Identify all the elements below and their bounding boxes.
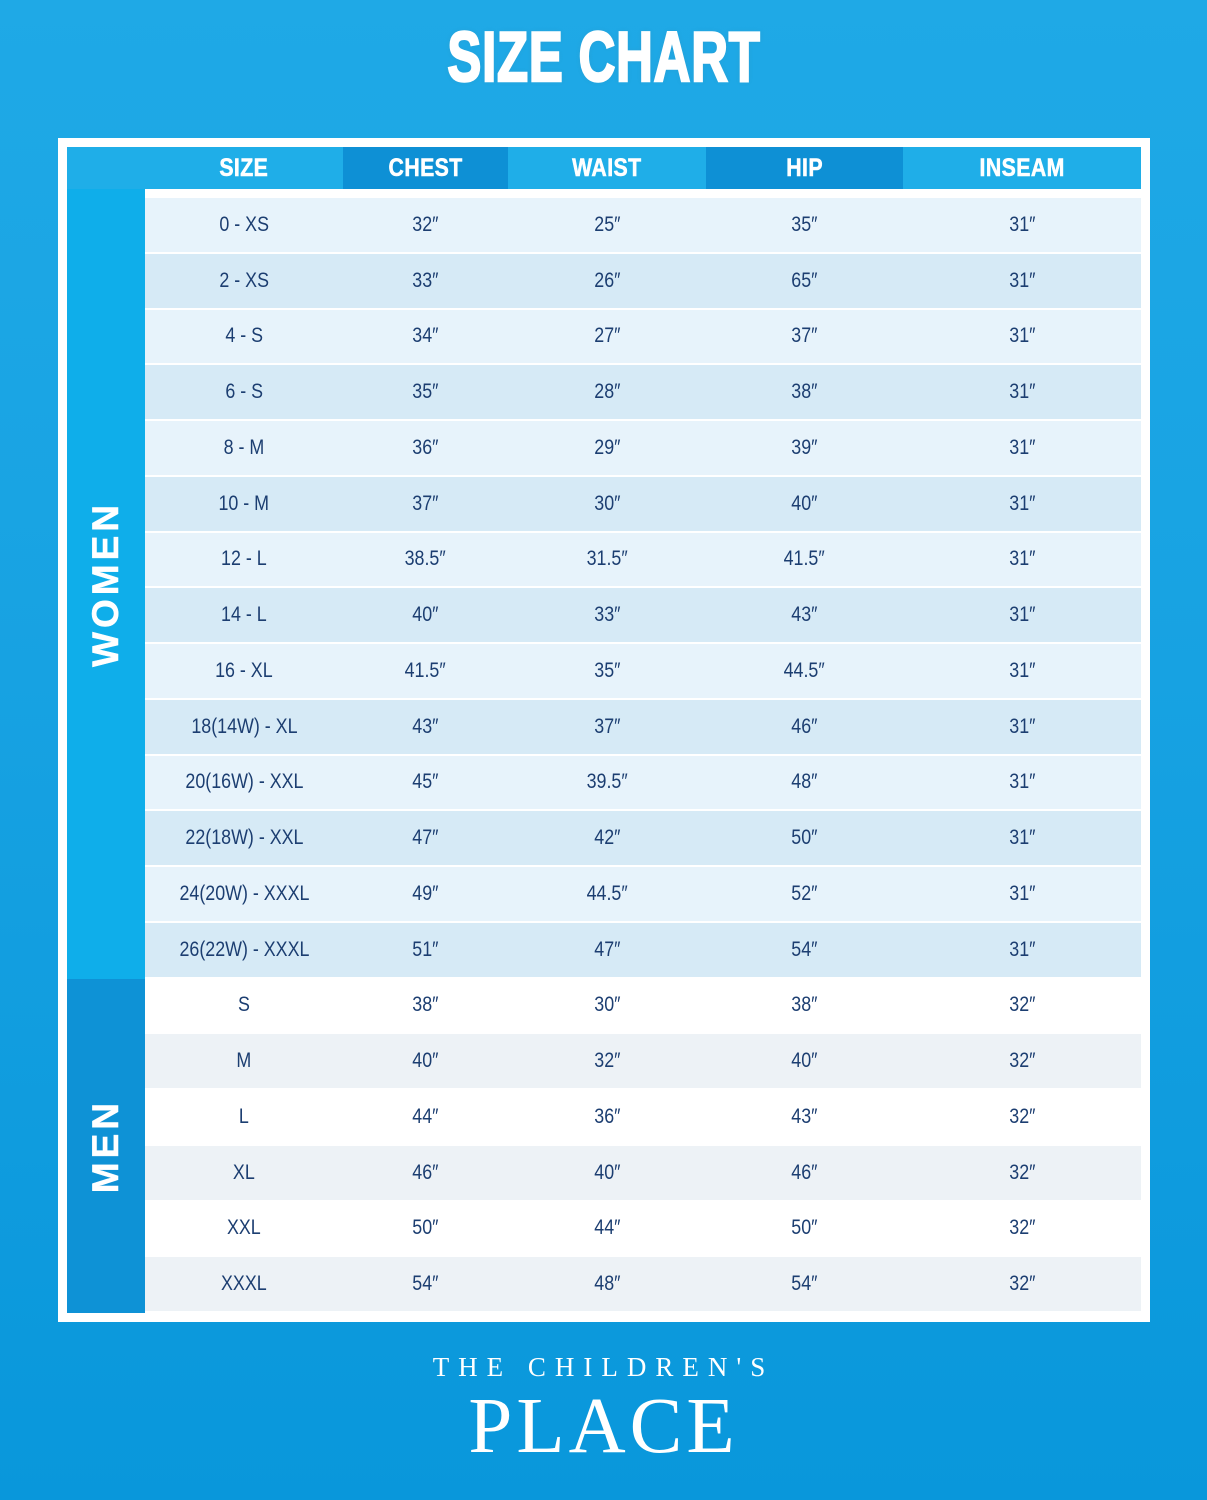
cell-text: 20(16W) - XXL <box>184 770 304 794</box>
measurement-cell <box>343 1257 508 1313</box>
cell-text: 31″ <box>1008 937 1036 961</box>
cell-text: 47″ <box>412 826 439 850</box>
cell-text: 37″ <box>593 714 621 738</box>
cell-text: 31″ <box>1008 268 1036 292</box>
column-header-chest <box>343 147 508 189</box>
cell-text: 38″ <box>412 993 439 1017</box>
size-cell <box>145 477 343 533</box>
measurement-cell <box>343 365 508 421</box>
cell-text: 50″ <box>791 826 818 850</box>
column-header-label: INSEAM <box>979 153 1065 182</box>
measurement-cell <box>508 310 706 366</box>
measurement-cell <box>508 533 706 589</box>
measurement-cell <box>903 1034 1141 1090</box>
cell-text: XXXL <box>221 1272 267 1296</box>
men-section-band <box>67 979 145 1314</box>
men-section-label: MEN <box>85 1098 126 1193</box>
cell-text: 46″ <box>791 1160 818 1184</box>
cell-text: 32″ <box>1008 1160 1036 1184</box>
measurement-cell <box>508 700 706 756</box>
measurement-cell <box>706 1090 903 1146</box>
cell-text: 24(20W) - XXXL <box>179 881 309 905</box>
cell-text: 32″ <box>1008 993 1036 1017</box>
measurement-cell <box>343 421 508 477</box>
measurement-cell <box>343 310 508 366</box>
cell-text: 26″ <box>593 268 621 292</box>
measurement-cell <box>508 1090 706 1146</box>
cell-text: 42″ <box>593 826 621 850</box>
measurement-cell <box>706 254 903 310</box>
measurement-cell <box>343 1090 508 1146</box>
measurement-cell <box>343 700 508 756</box>
measurement-cell <box>903 923 1141 979</box>
measurement-cell <box>903 756 1141 812</box>
cell-text: 44.5″ <box>586 881 628 905</box>
cell-text: 33″ <box>593 603 621 627</box>
cell-text: 43″ <box>412 714 439 738</box>
cell-text: 35″ <box>412 380 439 404</box>
measurement-cell <box>706 700 903 756</box>
cell-text: 30″ <box>593 491 621 515</box>
measurement-cell <box>508 254 706 310</box>
cell-text: 44″ <box>412 1104 439 1128</box>
measurement-cell <box>706 644 903 700</box>
measurement-cell <box>706 1257 903 1313</box>
size-table-frame <box>58 138 1150 1322</box>
cell-text: 27″ <box>593 324 621 348</box>
measurement-cell <box>706 477 903 533</box>
measurement-cell <box>343 923 508 979</box>
measurement-cell <box>343 756 508 812</box>
page-title: SIZE CHART <box>446 18 761 97</box>
measurement-cell <box>343 1034 508 1090</box>
measurement-cell <box>343 644 508 700</box>
size-cell <box>145 867 343 923</box>
cell-text: 54″ <box>412 1272 439 1296</box>
cell-text: 46″ <box>791 714 818 738</box>
measurement-cell <box>706 1034 903 1090</box>
measurement-cell <box>706 756 903 812</box>
column-header-label: CHEST <box>388 153 463 182</box>
measurement-cell <box>903 644 1141 700</box>
cell-text: XL <box>233 1160 255 1184</box>
cell-text: 40″ <box>412 603 439 627</box>
measurement-cell <box>508 979 706 1035</box>
cell-text: 47″ <box>593 937 621 961</box>
size-cell <box>145 1146 343 1202</box>
cell-text: 34″ <box>412 324 439 348</box>
size-cell <box>145 310 343 366</box>
size-table <box>67 147 1141 1313</box>
cell-text: M <box>236 1049 252 1073</box>
cell-text: 54″ <box>791 937 818 961</box>
size-cell <box>145 700 343 756</box>
column-header-hip <box>706 147 903 189</box>
size-cell <box>145 1202 343 1258</box>
cell-text: 40″ <box>791 1049 818 1073</box>
cell-text: 49″ <box>412 881 439 905</box>
measurement-cell <box>903 1090 1141 1146</box>
cell-text: L <box>239 1104 249 1128</box>
column-header-size <box>67 147 343 189</box>
cell-text: 45″ <box>412 770 439 794</box>
cell-text: 2 - XS <box>219 268 269 292</box>
cell-text: 31″ <box>1008 826 1036 850</box>
cell-text: 32″ <box>1008 1216 1036 1240</box>
cell-text: 65″ <box>791 268 818 292</box>
women-section-band <box>67 189 145 979</box>
cell-text: 39.5″ <box>586 770 628 794</box>
cell-text: 48″ <box>593 1272 621 1296</box>
measurement-cell <box>508 811 706 867</box>
cell-text: 31″ <box>1008 603 1036 627</box>
cell-text: 31″ <box>1008 881 1036 905</box>
cell-text: 31.5″ <box>586 547 628 571</box>
cell-text: 6 - S <box>225 380 263 404</box>
size-cell <box>145 198 343 254</box>
cell-text: 30″ <box>593 993 621 1017</box>
cell-text: 38″ <box>791 993 818 1017</box>
measurement-cell <box>343 477 508 533</box>
measurement-cell <box>508 588 706 644</box>
measurement-cell <box>706 1202 903 1258</box>
cell-text: 33″ <box>412 268 439 292</box>
measurement-cell <box>508 1257 706 1313</box>
cell-text: 32″ <box>1008 1272 1036 1296</box>
cell-text: 29″ <box>593 435 621 459</box>
cell-text: 39″ <box>791 435 818 459</box>
cell-text: 54″ <box>791 1272 818 1296</box>
cell-text: 31″ <box>1008 435 1036 459</box>
measurement-cell <box>508 1034 706 1090</box>
size-cell <box>145 533 343 589</box>
size-cell <box>145 756 343 812</box>
measurement-cell <box>903 1202 1141 1258</box>
cell-text: 50″ <box>791 1216 818 1240</box>
measurement-cell <box>706 310 903 366</box>
cell-text: 25″ <box>593 212 621 236</box>
measurement-cell <box>706 421 903 477</box>
cell-text: 0 - XS <box>219 212 269 236</box>
cell-text: 31″ <box>1008 770 1036 794</box>
measurement-cell <box>903 1146 1141 1202</box>
measurement-cell <box>508 923 706 979</box>
cell-text: 8 - M <box>223 435 265 459</box>
cell-text: 44″ <box>593 1216 621 1240</box>
size-cell <box>145 1090 343 1146</box>
cell-text: 44.5″ <box>783 658 826 682</box>
measurement-cell <box>706 979 903 1035</box>
cell-text: 48″ <box>791 770 818 794</box>
measurement-cell <box>706 811 903 867</box>
measurement-cell <box>706 365 903 421</box>
cell-text: 31″ <box>1008 380 1036 404</box>
cell-text: 12 - L <box>221 547 267 571</box>
measurement-cell <box>343 1202 508 1258</box>
column-header-inseam <box>903 147 1141 189</box>
measurement-cell <box>508 644 706 700</box>
cell-text: 32″ <box>1008 1104 1036 1128</box>
size-cell <box>145 979 343 1035</box>
measurement-cell <box>343 1146 508 1202</box>
measurement-cell <box>508 867 706 923</box>
cell-text: 31″ <box>1008 491 1036 515</box>
size-cell <box>145 1257 343 1313</box>
cell-text: 32″ <box>593 1049 621 1073</box>
cell-text: 31″ <box>1008 212 1036 236</box>
women-section-label: WOMEN <box>85 500 126 667</box>
column-header-label: WAIST <box>572 153 642 182</box>
size-cell <box>145 254 343 310</box>
cell-text: 36″ <box>593 1104 621 1128</box>
measurement-cell <box>903 533 1141 589</box>
brand-name-main: PLACE <box>468 1383 739 1470</box>
brand-name-top: THE CHILDREN'S <box>432 1352 775 1382</box>
cell-text: 18(14W) - XL <box>190 714 298 738</box>
measurement-cell <box>508 756 706 812</box>
cell-text: 31″ <box>1008 324 1036 348</box>
measurement-cell <box>903 421 1141 477</box>
cell-text: S <box>238 993 250 1017</box>
size-cell <box>145 811 343 867</box>
cell-text: 43″ <box>791 1104 818 1128</box>
measurement-cell <box>343 867 508 923</box>
measurement-cell <box>903 365 1141 421</box>
cell-text: 46″ <box>412 1160 439 1184</box>
cell-text: 14 - L <box>221 603 267 627</box>
measurement-cell <box>343 533 508 589</box>
cell-text: 31″ <box>1008 658 1036 682</box>
cell-text: 52″ <box>791 881 818 905</box>
column-header-waist <box>508 147 706 189</box>
cell-text: 40″ <box>593 1160 621 1184</box>
cell-text: 28″ <box>593 380 621 404</box>
cell-text: 36″ <box>412 435 439 459</box>
cell-text: 35″ <box>791 212 818 236</box>
measurement-cell <box>508 1202 706 1258</box>
cell-text: 4 - S <box>225 324 263 348</box>
measurement-cell <box>508 1146 706 1202</box>
measurement-cell <box>706 923 903 979</box>
measurement-cell <box>903 254 1141 310</box>
measurement-cell <box>903 1257 1141 1313</box>
cell-text: XXL <box>227 1216 261 1240</box>
size-cell <box>145 1034 343 1090</box>
measurement-cell <box>903 811 1141 867</box>
cell-text: 35″ <box>593 658 621 682</box>
cell-text: 32″ <box>412 212 439 236</box>
cell-text: 16 - XL <box>215 658 273 682</box>
measurement-cell <box>903 588 1141 644</box>
cell-text: 22(18W) - XXL <box>184 826 304 850</box>
measurement-cell <box>903 477 1141 533</box>
cell-text: 40″ <box>412 1049 439 1073</box>
cell-text: 50″ <box>412 1216 439 1240</box>
measurement-cell <box>508 365 706 421</box>
measurement-cell <box>343 811 508 867</box>
measurement-cell <box>343 588 508 644</box>
cell-text: 38.5″ <box>404 547 447 571</box>
measurement-cell <box>706 1146 903 1202</box>
cell-text: 51″ <box>412 937 439 961</box>
measurement-cell <box>508 477 706 533</box>
measurement-cell <box>706 533 903 589</box>
column-header-label: SIZE <box>219 153 269 182</box>
cell-text: 40″ <box>791 491 818 515</box>
title-area <box>0 18 1207 97</box>
size-cell <box>145 923 343 979</box>
measurement-cell <box>903 198 1141 254</box>
size-cell <box>145 644 343 700</box>
cell-text: 31″ <box>1008 547 1036 571</box>
measurement-cell <box>508 198 706 254</box>
cell-text: 37″ <box>412 491 439 515</box>
column-header-label: HIP <box>786 153 823 182</box>
cell-text: 37″ <box>791 324 818 348</box>
measurement-cell <box>706 198 903 254</box>
measurement-cell <box>706 867 903 923</box>
size-cell <box>145 365 343 421</box>
cell-text: 26(22W) - XXXL <box>179 937 309 961</box>
measurement-cell <box>903 867 1141 923</box>
measurement-cell <box>343 198 508 254</box>
measurement-cell <box>508 421 706 477</box>
size-cell <box>145 421 343 477</box>
cell-text: 38″ <box>791 380 818 404</box>
measurement-cell <box>343 254 508 310</box>
measurement-cell <box>903 979 1141 1035</box>
size-cell <box>145 588 343 644</box>
cell-text: 41.5″ <box>783 547 826 571</box>
cell-text: 41.5″ <box>404 658 447 682</box>
cell-text: 43″ <box>791 603 818 627</box>
cell-text: 31″ <box>1008 714 1036 738</box>
brand-logo <box>0 1352 1207 1470</box>
measurement-cell <box>903 700 1141 756</box>
measurement-cell <box>343 979 508 1035</box>
measurement-cell <box>706 588 903 644</box>
cell-text: 32″ <box>1008 1049 1036 1073</box>
cell-text: 10 - M <box>218 491 270 515</box>
measurement-cell <box>903 310 1141 366</box>
